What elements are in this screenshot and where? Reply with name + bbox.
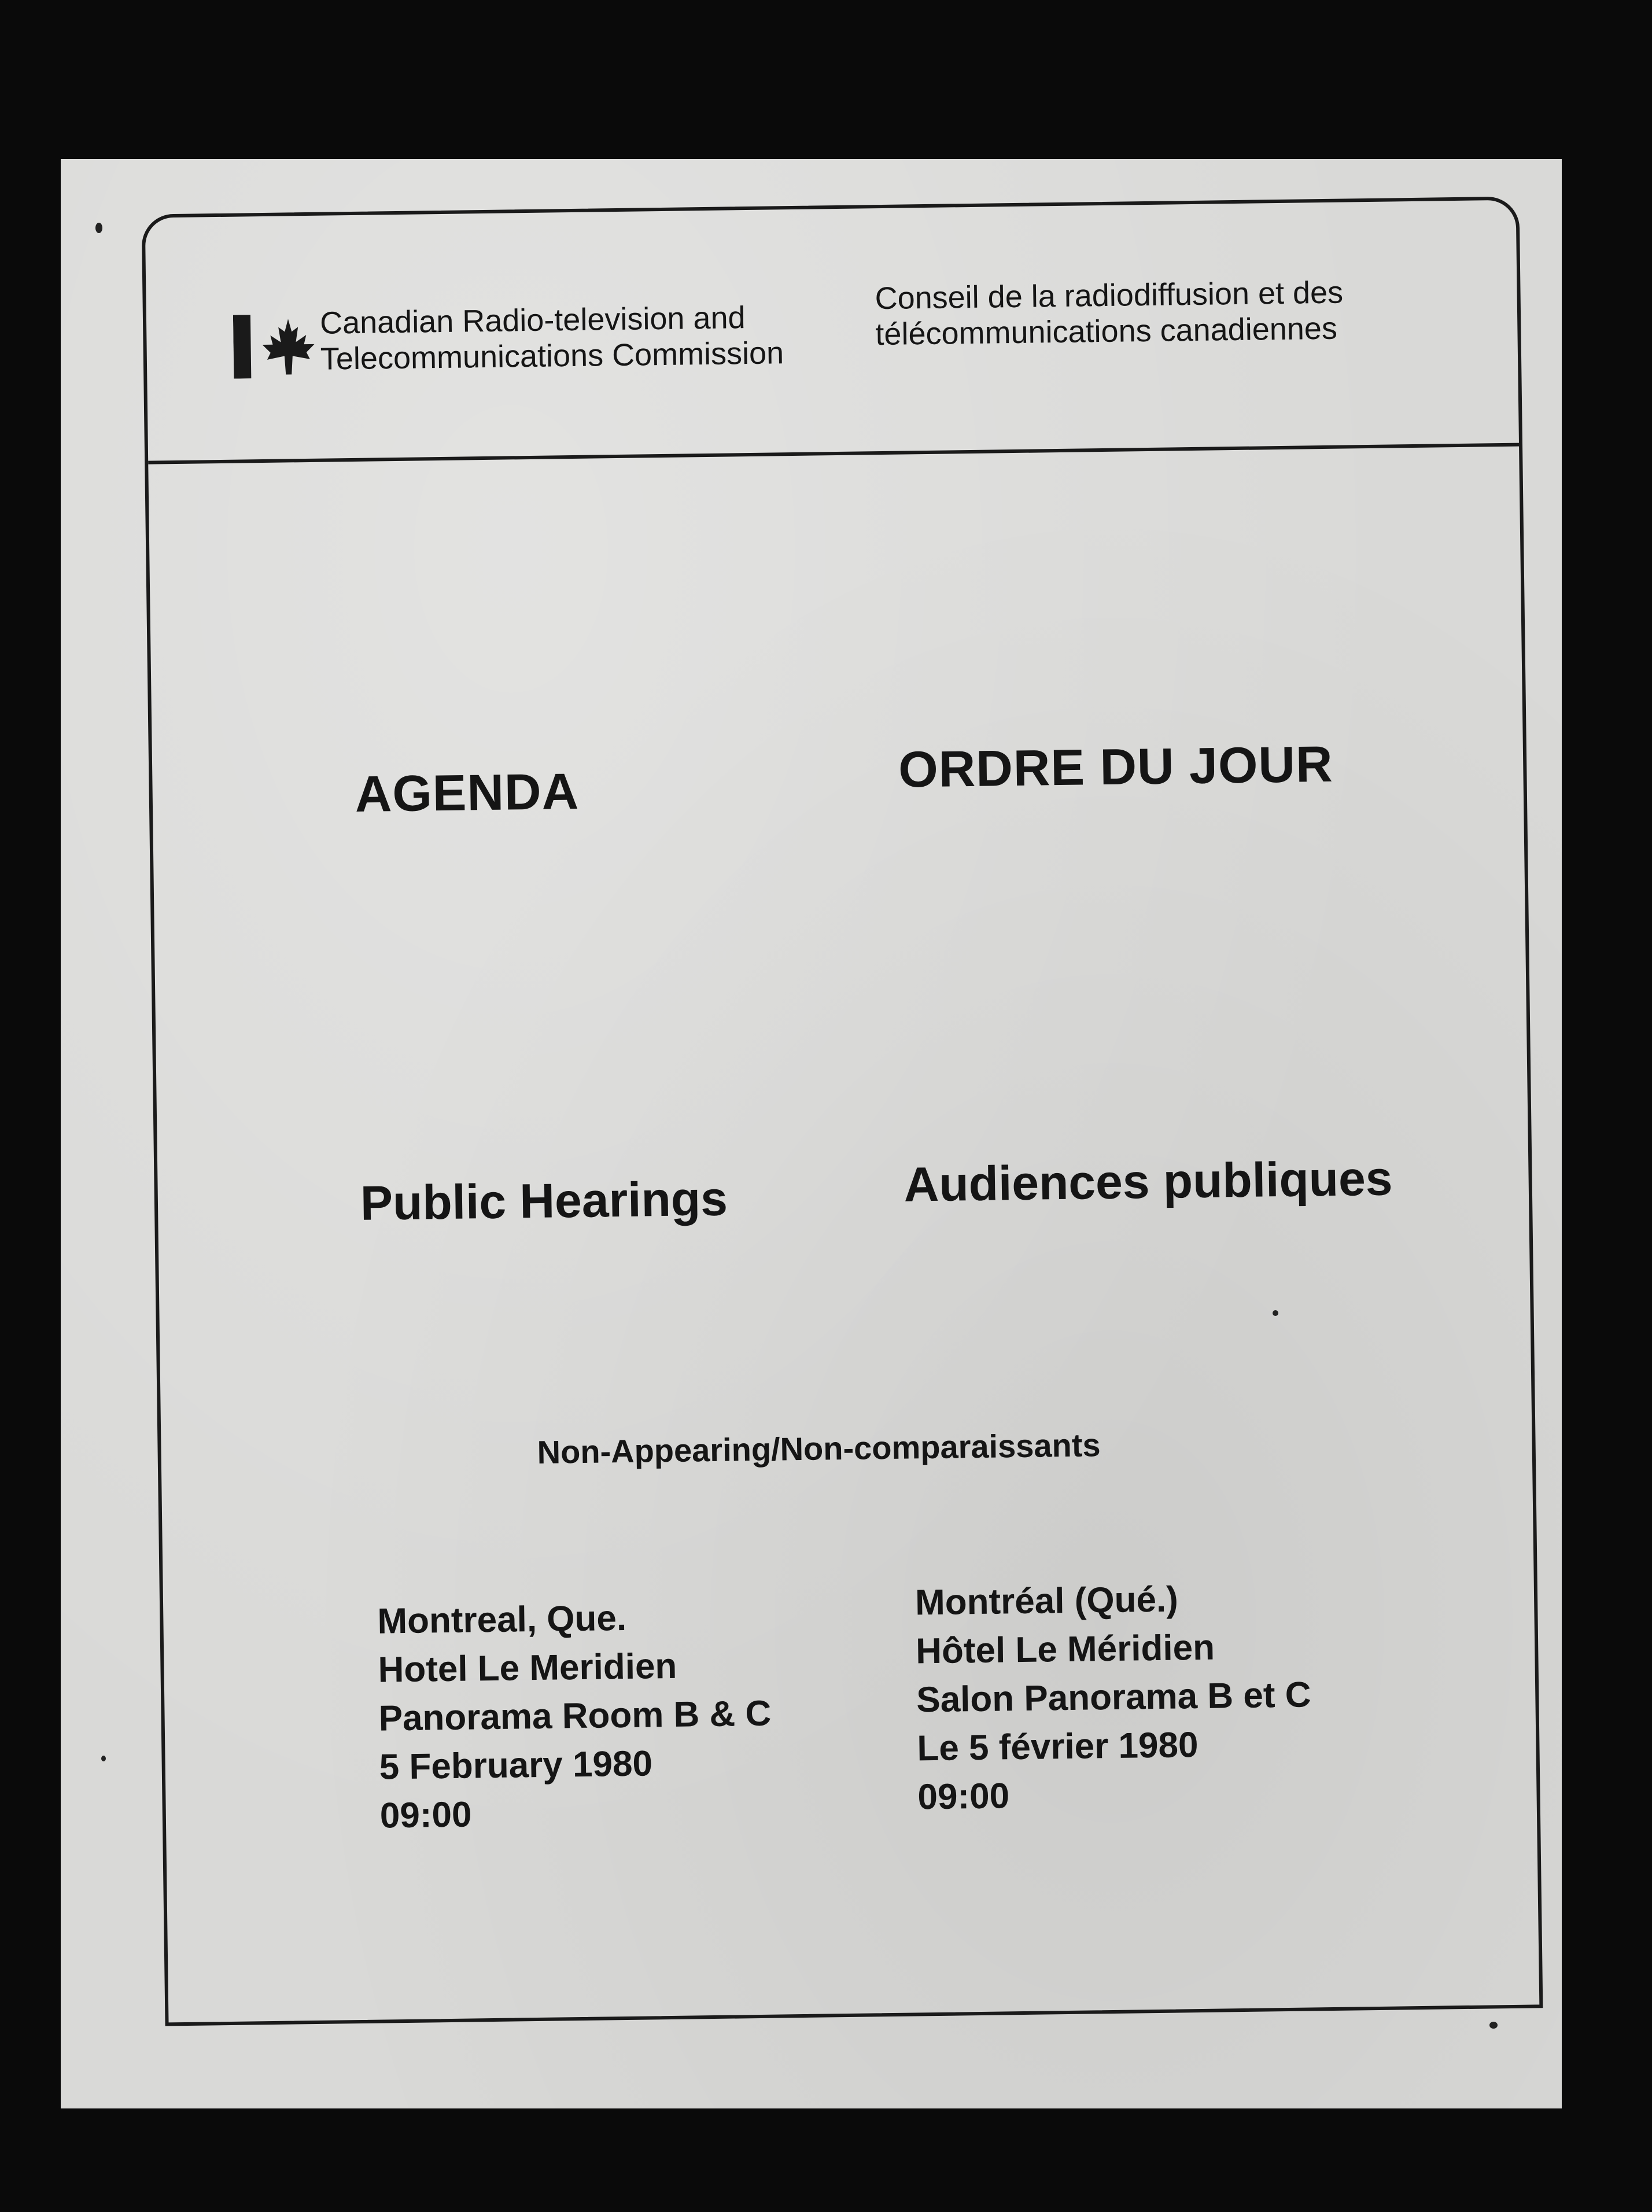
agency-name-french xyxy=(875,275,1344,353)
scan-speck xyxy=(95,223,102,233)
header-divider xyxy=(148,443,1519,464)
subtitle-english: Public Hearings xyxy=(360,1171,728,1230)
venue-fr-city: Montréal (Qué.) xyxy=(915,1579,1179,1623)
document-frame xyxy=(142,197,1543,2026)
scan-speck xyxy=(101,1756,106,1761)
venue-fr-date: Le 5 février 1980 xyxy=(916,1725,1199,1769)
scan-speck xyxy=(1273,1310,1278,1316)
agency-fr-line-2: télécommunications canadiennes xyxy=(875,311,1338,352)
agency-fr-line-1: Conseil de la radiodiffusion et des xyxy=(875,275,1344,316)
status-label: Non-Appearing/Non-comparaissants xyxy=(537,1426,1101,1470)
venue-fr-room: Salon Panorama B et C xyxy=(916,1675,1311,1720)
venue-fr-hotel: Hôtel Le Méridien xyxy=(915,1627,1215,1672)
canada-flag-icon xyxy=(233,314,320,379)
venue-french xyxy=(915,1573,1313,1822)
venue-en-time: 09:00 xyxy=(379,1794,472,1836)
venue-en-date: 5 February 1980 xyxy=(379,1743,653,1787)
venue-en-room: Panorama Room B & C xyxy=(378,1693,772,1739)
title-english: AGENDA xyxy=(355,762,580,823)
subtitle-french: Audiences publiques xyxy=(904,1151,1393,1212)
venue-en-city: Montreal, Que. xyxy=(377,1598,627,1642)
venue-en-hotel: Hotel Le Meridien xyxy=(378,1646,677,1690)
title-french: ORDRE DU JOUR xyxy=(898,735,1334,798)
agency-name-english xyxy=(320,299,784,377)
scan-speck xyxy=(1489,2022,1498,2029)
agency-en-line-1: Canadian Radio-television and xyxy=(319,300,746,341)
venue-english xyxy=(377,1592,773,1841)
agency-en-line-2: Telecommunications Commission xyxy=(320,336,784,377)
venue-fr-time: 09:00 xyxy=(917,1776,1010,1817)
document-page xyxy=(61,159,1562,2108)
